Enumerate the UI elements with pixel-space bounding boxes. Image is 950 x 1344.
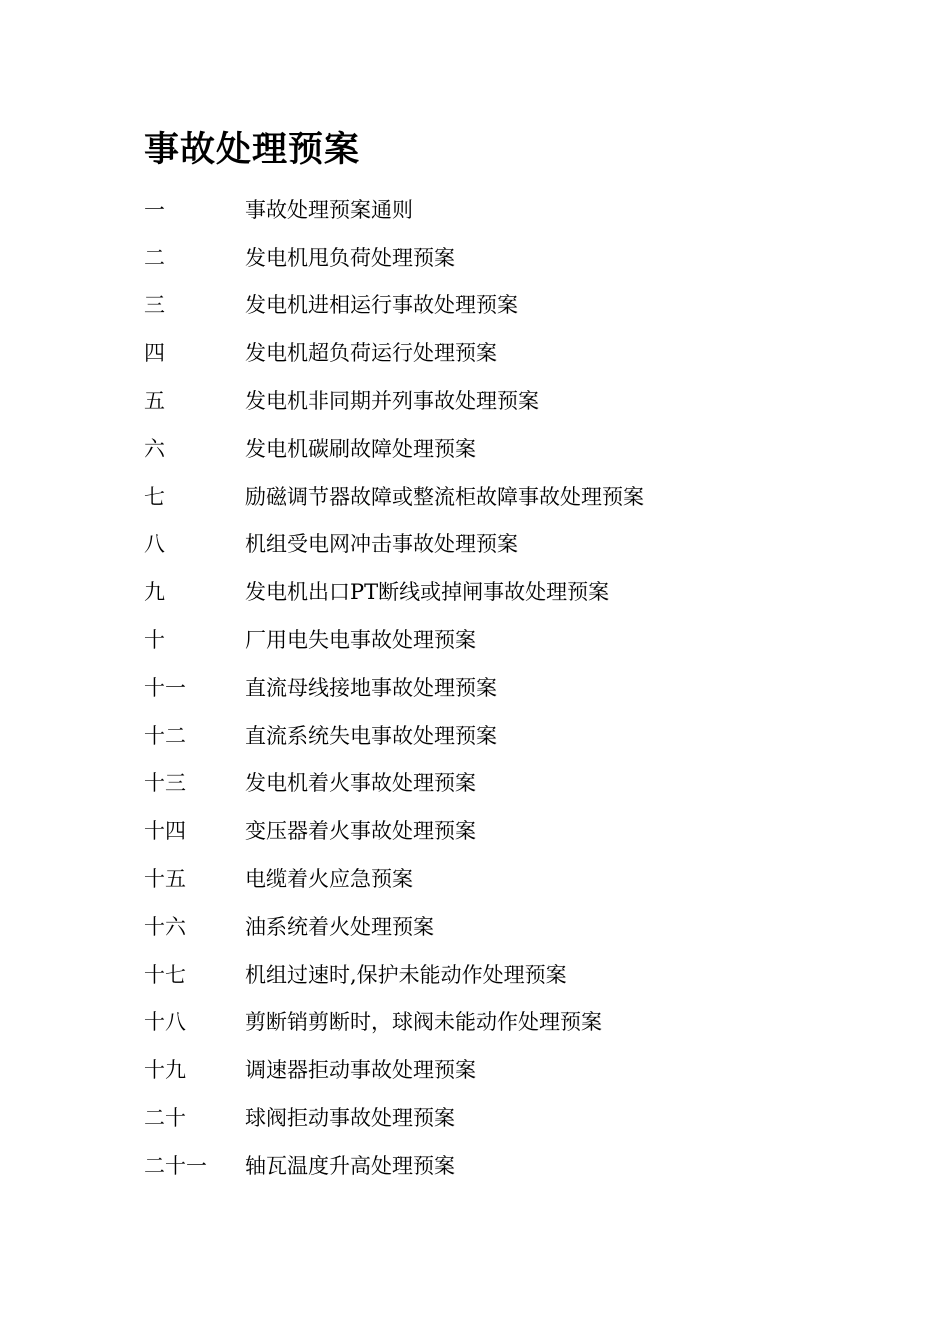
toc-item [144,281,904,329]
toc-item [144,854,904,902]
toc-item-title: 发电机超负荷运行处理预案 [245,341,497,366]
toc-item [144,424,904,472]
toc-item-number: 七 [144,484,165,509]
toc-item-title: 轴瓦温度升高处理预案 [245,1153,455,1178]
toc-item-number: 四 [144,341,165,366]
toc-item-title: 球阀拒动事故处理预案 [245,1106,455,1131]
toc-item [144,328,904,376]
toc-item [144,185,904,233]
toc-item-number: 十二 [144,723,186,748]
toc-item-number: 八 [144,532,165,557]
toc-item-number: 三 [144,293,165,318]
toc-item [144,759,904,807]
toc-item-number: 九 [144,580,165,605]
toc-item-title: 剪断销剪断时，球阀未能动作处理预案 [245,1010,602,1035]
toc-item-number: 十五 [144,867,186,892]
toc-item-number: 十八 [144,1010,186,1035]
toc-item-title: 发电机非同期并列事故处理预案 [245,389,539,414]
toc-item-title: 事故处理预案通则 [245,197,413,222]
toc-item-title: 厂用电失电事故处理预案 [245,628,476,653]
toc-item-title: 发电机着火事故处理预案 [245,771,476,796]
toc-item-title: 机组受电网冲击事故处理预案 [245,532,518,557]
toc-item-title: 直流母线接地事故处理预案 [245,675,497,700]
toc-item-title: 机组过速时,保护未能动作处理预案 [245,962,567,987]
toc-item [144,233,904,281]
toc-item-title: 电缆着火应急预案 [245,867,413,892]
toc-item-title: 发电机出口PT断线或掉闸事故处理预案 [245,580,610,605]
toc-item-number: 十 [144,628,165,653]
toc-item [144,902,904,950]
toc-item [144,567,904,615]
toc-item-title: 发电机甩负荷处理预案 [245,245,455,270]
toc-item-number: 十一 [144,675,186,700]
toc-item [144,711,904,759]
toc-item [144,998,904,1046]
toc-item [144,615,904,663]
toc-item [144,520,904,568]
toc-item-title: 发电机碳刷故障处理预案 [245,436,476,461]
toc-item [144,472,904,520]
toc-item [144,1045,904,1093]
toc-item-title: 直流系统失电事故处理预案 [245,723,497,748]
toc-item [144,376,904,424]
toc-item-number: 二十 [144,1106,186,1131]
toc-item-title: 油系统着火处理预案 [245,914,434,939]
toc-item-number: 十三 [144,771,186,796]
toc-item [144,1093,904,1141]
toc-item-number: 二 [144,245,165,270]
toc-item-title: 励磁调节器故障或整流柜故障事故处理预案 [245,484,644,509]
toc-item-number: 二十一 [144,1153,207,1178]
toc-item [144,806,904,854]
toc-item-number: 十九 [144,1058,186,1083]
toc-item-title: 变压器着火事故处理预案 [245,819,476,844]
toc-item-number: 五 [144,389,165,414]
toc-item-title: 发电机进相运行事故处理预案 [245,293,518,318]
document-title: 事故处理预案 [144,129,361,170]
toc-item-number: 六 [144,436,165,461]
toc-item-number: 十四 [144,819,186,844]
toc-item [144,950,904,998]
toc-item-title: 调速器拒动事故处理预案 [245,1058,476,1083]
toc-item-number: 十六 [144,914,186,939]
toc-item-number: 十七 [144,962,186,987]
toc-item [144,663,904,711]
toc-item-number: 一 [144,197,165,222]
table-of-contents [144,185,904,1189]
toc-item [144,1141,904,1189]
